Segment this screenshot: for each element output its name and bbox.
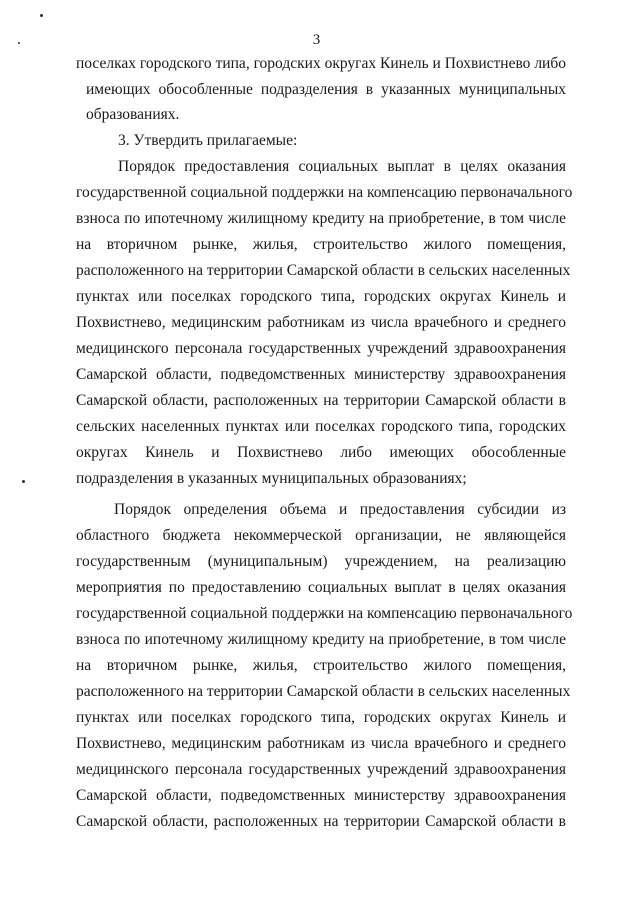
paragraph-line: областного бюджета некоммерческой организации, не являющейся <box>76 527 566 544</box>
paragraph-line: Самарской области, подведомственных министерству здравоохранения <box>76 366 566 383</box>
paragraph-line: расположенного на территории Самарской области в сельских населенных <box>76 262 571 279</box>
paragraph-line: расположенного на территории Самарской области в сельских населенных <box>76 683 571 700</box>
text-line: имеющих обособленные подразделения в указанных муниципальных <box>86 81 566 98</box>
paragraph-line: мероприятия по предоставлению социальных выплат в целях оказания <box>76 579 566 596</box>
paragraph-line: взноса по ипотечному жилищному кредиту на приобретение, в том числе <box>76 210 566 227</box>
paragraph-line: государственной социальной поддержки на компенсацию первоначального <box>76 605 573 622</box>
paragraph-line: Порядок предоставления социальных выплат в целях оказания <box>118 158 566 175</box>
paragraph-line: Самарской области, расположенных на территории Самарской области в <box>76 392 566 409</box>
text-line: образованиях. <box>86 106 180 123</box>
paragraph-line: пунктах или поселках городского типа, городских округах Кинель и <box>76 709 566 726</box>
paragraph-line: на вторичном рынке, жилья, строительство жилого помещения, <box>76 236 566 253</box>
paragraph-line: сельских населенных пунктах или поселках городского типа, городских <box>76 418 566 435</box>
paragraph-line: медицинского персонала государственных учреждений здравоохранения <box>76 761 566 778</box>
paragraph-line: округах Кинель и Похвистнево либо имеющих обособленные <box>76 444 566 461</box>
paragraph-line: Самарской области, расположенных на территории Самарской области в <box>76 813 566 830</box>
scan-speck <box>22 480 25 483</box>
paragraph-line: пунктах или поселках городского типа, городских округах Кинель и <box>76 288 566 305</box>
paragraph-line: Порядок определения объема и предоставления субсидии из <box>114 501 566 518</box>
scan-speck <box>40 14 43 17</box>
paragraph-line: Похвистнево, медицинским работникам из числа врачебного и среднего <box>76 314 566 331</box>
paragraph-line: подразделения в указанных муниципальных образованиях; <box>76 470 467 487</box>
paragraph-line: государственной социальной поддержки на компенсацию первоначального <box>76 184 573 201</box>
paragraph-line: Похвистнево, медицинским работникам из числа врачебного и среднего <box>76 735 566 752</box>
paragraph-line: взноса по ипотечному жилищному кредиту на приобретение, в том числе <box>76 631 566 648</box>
paragraph-line: на вторичном рынке, жилья, строительство жилого помещения, <box>76 657 566 674</box>
page-number: 3 <box>312 32 321 48</box>
paragraph-line: медицинского персонала государственных учреждений здравоохранения <box>76 340 566 357</box>
paragraph-line: Самарской области, подведомственных министерству здравоохранения <box>76 787 566 804</box>
text-line: поселках городского типа, городских округах Кинель и Похвистнево либо <box>76 55 566 72</box>
list-item-heading: 3. Утвердить прилагаемые: <box>118 132 298 149</box>
paragraph-line: государственным (муниципальным) учреждением, на реализацию <box>76 553 566 570</box>
